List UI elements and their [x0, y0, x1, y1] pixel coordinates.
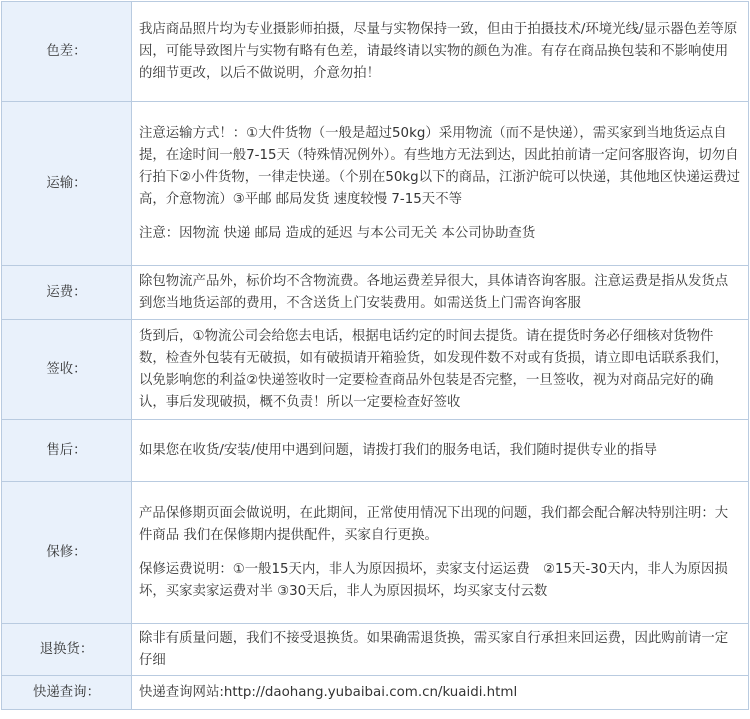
row-label: 保修： — [2, 482, 132, 624]
content-paragraph: 如果您在收货/安装/使用中遇到问题，请拨打我们的服务电话，我们随时提供专业的指导 — [139, 442, 657, 458]
table-row-shipping-fee — [2, 266, 749, 320]
row-label: 快递查询： — [2, 676, 132, 710]
table-row-returns — [2, 624, 749, 676]
row-label: 色差： — [2, 2, 132, 102]
table-row-tracking — [2, 676, 749, 710]
row-content — [132, 2, 749, 102]
row-label: 售后： — [2, 420, 132, 482]
row-content — [132, 624, 749, 676]
table-row-shipping-method — [2, 102, 749, 266]
row-content — [132, 482, 749, 624]
content-paragraph: 我店商品照片均为专业摄影师拍摄，尽量与实物保持一致，但由于拍摄技术/环境光线/显示器色差等原因，可能导致图片与实物有略有色差，请最终请以实物的颜色为准。有存在商品换包装和不影响使用的细节更改，以后不做说明，介意勿拍！ — [139, 21, 738, 81]
row-content — [132, 102, 749, 266]
table-row-after-sales — [2, 420, 749, 482]
content-paragraph: 除包物流产品外，标价均不含物流费。各地运费差异很大，具体请咨询客服。注意运费是指从发货点到您当地货运部的费用，不含送货上门安装费用。如需送货上门需咨询客服 — [139, 273, 729, 311]
table-row-color-difference — [2, 2, 749, 102]
row-content — [132, 676, 749, 710]
content-paragraph: 注意运输方式！：①大件货物（一般是超过50kg）采用物流（而不是快递），需买家到当地货运点自提，在途时间一般7-15天（特殊情况例外）。有些地方无法到达，因此拍前请一定问客服咨询，切勿自行拍下②小件货物，一律走快递。（个别在50kg以下的商品，江浙沪皖可以快递，其他地区快递运费过高，介意物流）③平邮 邮局发货 速度较慢 7-15天不等 — [139, 125, 741, 207]
content-paragraph: 货到后，①物流公司会给您去电话，根据电话约定的时间去提货。请在提货时务必仔细核对货物件数，检查外包装有无破损，如有破损请开箱验货，如发现件数不对或有货损，请立即电话联系我们，以免影响您的利益②快递签收时一定要检查商品外包装是否完整，一旦签收，视为对商品完好的确认，事后发现破损，概不负责！所以一定要检查好签收 — [139, 328, 729, 410]
policy-table — [1, 1, 749, 710]
content-paragraph: 除非有质量问题，我们不接受退换货。如果确需退货换，需买家自行承担来回运费，因此购前请一定仔细 — [139, 630, 729, 668]
row-content — [132, 266, 749, 320]
content-paragraph: 注意：因物流 快递 邮局 造成的延迟 与本公司无关 本公司协助查货 — [139, 225, 536, 241]
table-row-signing — [2, 320, 749, 420]
row-content — [132, 320, 749, 420]
content-paragraph: 产品保修期页面会做说明，在此期间，正常使用情况下出现的问题，我们都会配合解决特别注明：大件商品 我们在保修期内提供配件，买家自行更换。 — [139, 505, 729, 543]
content-paragraph: 保修运费说明：①一般15天内，非人为原因损坏，卖家支付运运费 ②15天-30天内，非人为原因损坏，买家卖家运费对半 ③30天后，非人为原因损坏，均买家支付云数 — [139, 561, 728, 599]
row-content — [132, 420, 749, 482]
row-label: 运费： — [2, 266, 132, 320]
row-label: 签收： — [2, 320, 132, 420]
table-row-warranty — [2, 482, 749, 624]
tracking-url-text: 快递查询网站:http://daohang.yubaibai.com.cn/kuaidi.html — [139, 684, 518, 700]
row-label: 退换货： — [2, 624, 132, 676]
row-label: 运输： — [2, 102, 132, 266]
